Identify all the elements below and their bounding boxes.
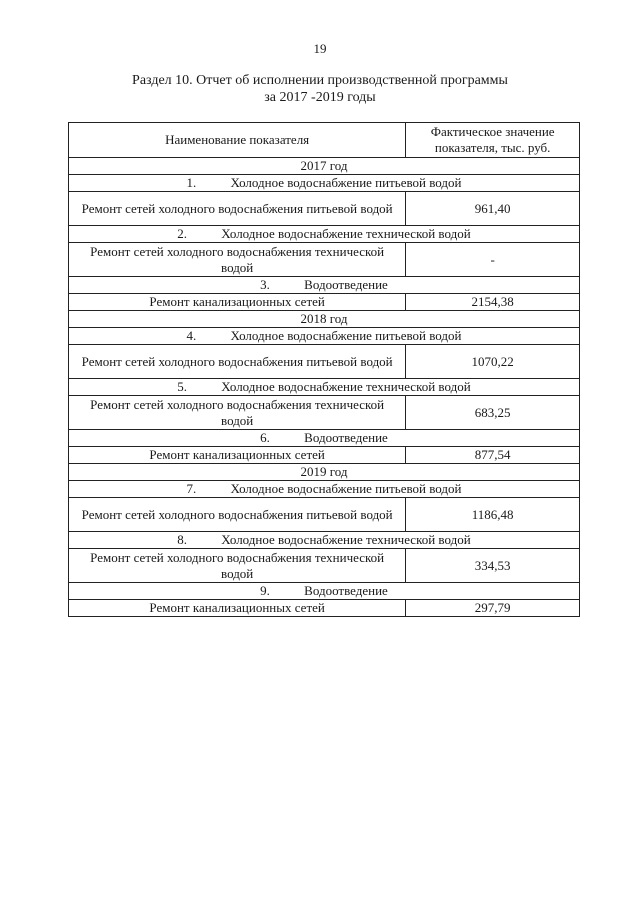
- section-title-text: Холодное водоснабжение питьевой водой: [230, 175, 462, 190]
- section-title-text: Холодное водоснабжение технической водой: [221, 532, 471, 547]
- indicator-value: 334,53: [406, 549, 580, 583]
- section-number: 2.: [177, 226, 188, 241]
- section-title-text: Водоотведение: [304, 430, 388, 445]
- year-row: [69, 311, 580, 328]
- section-row: [69, 226, 580, 243]
- table-header-row: [69, 123, 580, 158]
- indicator-value: -: [406, 243, 580, 277]
- header-indicator-name: Наименование показателя: [69, 123, 406, 158]
- indicator-name: Ремонт сетей холодного водоснабжения питьевой водой: [69, 192, 406, 226]
- section-number: 6.: [260, 430, 270, 445]
- table-row: [69, 192, 580, 226]
- section-title-text: Водоотведение: [304, 583, 388, 598]
- year-label: 2018 год: [69, 311, 580, 328]
- indicator-name: Ремонт канализационных сетей: [69, 600, 406, 617]
- table-row: [69, 498, 580, 532]
- section-heading: [69, 481, 580, 498]
- indicator-name: Ремонт канализационных сетей: [69, 294, 406, 311]
- section-heading: [69, 379, 580, 396]
- section-title-text: Водоотведение: [304, 277, 388, 292]
- year-label: 2019 год: [69, 464, 580, 481]
- year-row: [69, 464, 580, 481]
- indicator-value: 297,79: [406, 600, 580, 617]
- indicator-value: 961,40: [406, 192, 580, 226]
- indicator-value: 1070,22: [406, 345, 580, 379]
- header-actual-value: Фактическое значение показателя, тыс. руб.: [406, 123, 580, 158]
- program-execution-table: [68, 122, 580, 617]
- table-body: [69, 158, 580, 617]
- indicator-name: Ремонт канализационных сетей: [69, 447, 406, 464]
- section-heading: [69, 175, 580, 192]
- section-row: [69, 175, 580, 192]
- section-title-text: Холодное водоснабжение питьевой водой: [230, 481, 462, 496]
- section-number: 8.: [177, 532, 188, 547]
- indicator-name: Ремонт сетей холодного водоснабжения технической водой: [69, 549, 406, 583]
- section-row: [69, 277, 580, 294]
- page-number: 19: [313, 41, 327, 56]
- indicator-value: 1186,48: [406, 498, 580, 532]
- section-title-line-1: Раздел 10. Отчет об исполнении производственной программы: [132, 73, 508, 88]
- section-row: [69, 379, 580, 396]
- section-heading: [69, 430, 580, 447]
- indicator-value: 877,54: [406, 447, 580, 464]
- indicator-name: Ремонт сетей холодного водоснабжения технической водой: [69, 243, 406, 277]
- section-title: [0, 72, 640, 106]
- year-row: [69, 158, 580, 175]
- section-number: 9.: [260, 583, 270, 598]
- section-number: 7.: [186, 481, 197, 496]
- section-heading: [69, 277, 580, 294]
- table-row: [69, 600, 580, 617]
- section-heading: [69, 226, 580, 243]
- indicator-name: Ремонт сетей холодного водоснабжения питьевой водой: [69, 345, 406, 379]
- section-number: 1.: [186, 175, 197, 190]
- indicator-name: Ремонт сетей холодного водоснабжения технической водой: [69, 396, 406, 430]
- indicator-value: 2154,38: [406, 294, 580, 311]
- section-heading: [69, 583, 580, 600]
- section-row: [69, 481, 580, 498]
- table-row: [69, 396, 580, 430]
- section-number: 5.: [177, 379, 188, 394]
- table-row: [69, 294, 580, 311]
- year-label: 2017 год: [69, 158, 580, 175]
- indicator-name: Ремонт сетей холодного водоснабжения питьевой водой: [69, 498, 406, 532]
- section-title-text: Холодное водоснабжение питьевой водой: [230, 328, 462, 343]
- table-row: [69, 243, 580, 277]
- section-row: [69, 532, 580, 549]
- section-title-line-2: за 2017 -2019 годы: [264, 90, 376, 105]
- table-row: [69, 447, 580, 464]
- table-row: [69, 345, 580, 379]
- section-heading: [69, 328, 580, 345]
- section-row: [69, 430, 580, 447]
- section-number: 4.: [186, 328, 197, 343]
- table-row: [69, 549, 580, 583]
- section-title-text: Холодное водоснабжение технической водой: [221, 379, 471, 394]
- section-number: 3.: [260, 277, 270, 292]
- section-title-text: Холодное водоснабжение технической водой: [221, 226, 471, 241]
- section-row: [69, 328, 580, 345]
- section-heading: [69, 532, 580, 549]
- section-row: [69, 583, 580, 600]
- indicator-value: 683,25: [406, 396, 580, 430]
